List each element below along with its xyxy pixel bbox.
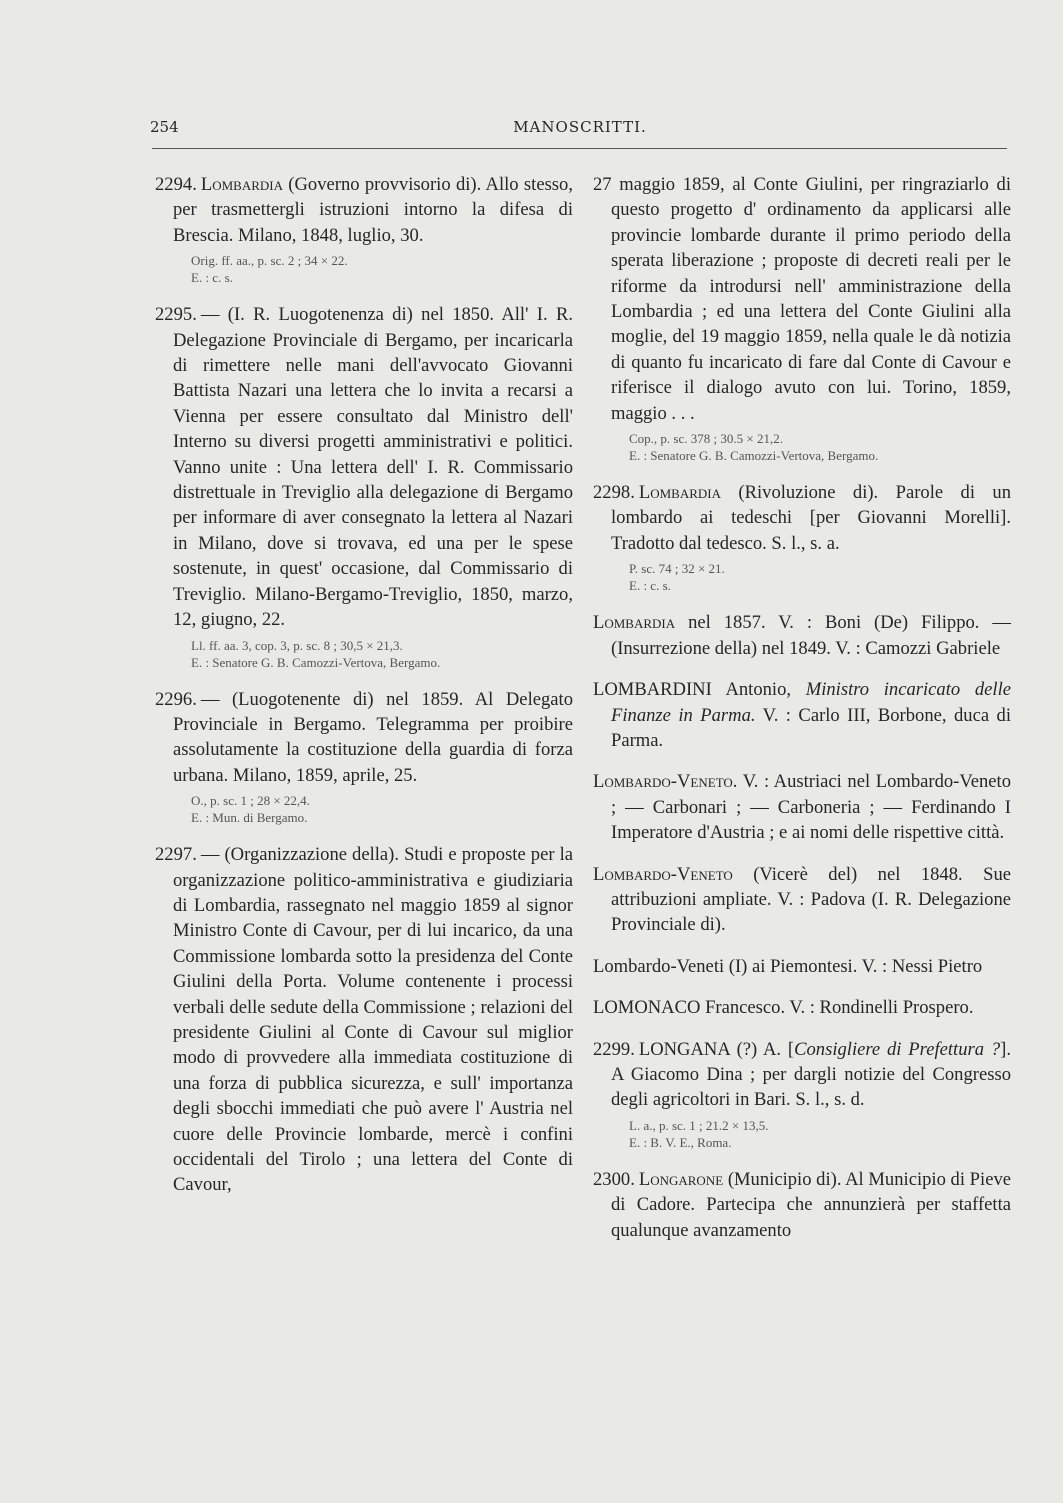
- entry-text: V. : Austriaci nel Lombardo-Veneto ; — Carbonari ; — Carboneria ; — Ferdinando I Imperatore d'Austria ; e ai nomi delle rispettive città.: [611, 771, 1011, 844]
- running-title: MANOSCRITTI.: [513, 118, 647, 136]
- entry-note: Cop., p. sc. 378 ; 30.5 × 21,2.: [629, 431, 783, 447]
- entry-note: E. : c. s.: [629, 578, 671, 594]
- cross-ref-lombardini: LOMBARDINI Antonio, Ministro incaricato delle Finanze in Parma. V. : Carlo III, Borbone, duca di Parma.: [593, 679, 1011, 751]
- entry-number: 2299.: [593, 1038, 635, 1060]
- entry-text: — (Organizzazione della). Studi e proposte per la organizzazione politico-amministrativa e giudiziaria di Lombardia, rassegnato nel maggio 1859 al signor Ministro Conte di Cavour, per di lui incarico, da una Commissione lombarda sotto la presidenza del Conte Giulini della Porta. Volume contenente i processi verbali delle sedute della Commissione ; relazioni del presidente Giulini al Conte di Cavour sul miglior modo di provvedere alla immediata costituzione di una forza di pubblica sicurezza, e sull' importanza degli sbocchi immediati che può avere l' Austria nel cuore delle Provincie lombarde, mercè i confini occidentali del Tirolo ; una lettera del Conte di Cavour,: [173, 844, 573, 1196]
- entry-text: — (Luogotenente di) nel 1859. Al Delegato Provinciale in Bergamo. Telegramma per proibire assolutamente la costituzione della guardia di forza urbana. Milano, 1859, aprile, 25.: [173, 688, 573, 786]
- entry-heading: LOMBARDINI: [593, 679, 712, 701]
- entry-number: 2294.: [155, 174, 197, 195]
- entry-title-italic: Ministro incaricato delle Finanze in Parma.: [611, 679, 1011, 726]
- entry-number: 2300.: [593, 1168, 635, 1190]
- page-header: [150, 118, 1010, 144]
- right-column: [593, 172, 1011, 1243]
- entry-2299: 2299. LONGANA (?) A. [Consigliere di Prefettura ?]. A Giacomo Dina ; per dargli notizie del Congresso degli agricoltori in Bari. S. l., s. d.: [593, 1038, 1011, 1111]
- entry-note: E. : Senatore G. B. Camozzi-Vertova, Bergamo.: [191, 654, 441, 670]
- entry-number: 2296.: [155, 688, 197, 710]
- cross-ref-lombardia: [593, 610, 1011, 661]
- header-rule: [152, 148, 1007, 149]
- entry-note: E. : B. V. E., Roma.: [629, 1134, 732, 1150]
- cross-ref-lombardo-veneto: [593, 769, 1011, 845]
- entry-2300: [593, 1167, 1011, 1243]
- entry-heading: Lombardo-Veneto.: [593, 771, 738, 793]
- entry-text: 27 maggio 1859, al Conte Giulini, per ringraziarlo di questo progetto d' ordinamento da applicarsi alle provincie lombarde durante il primo periodo della sperata liberazione ; proposte di decreti reali per le riforme da introdursi nell' amministrazione della Lombardia ; ed una lettera del Conte Giulini alla moglie, del 19 maggio 1859, nella quale le dà notizia di quanto fu incaricato di fare dal Conte di Cavour e riferisce il dialogo avuto con lui. Torino, 1859, maggio . . .: [593, 174, 1011, 424]
- entry-2297: [155, 842, 573, 1198]
- left-column: [155, 172, 573, 1198]
- entry-number: 2297.: [155, 844, 197, 866]
- entry-heading: Lombardia: [638, 482, 721, 504]
- entry-note: E. : c. s.: [191, 270, 233, 286]
- entry-note: E. : Senatore G. B. Camozzi-Vertova, Bergamo.: [629, 448, 879, 464]
- cross-ref-lombardo-veneti: [593, 954, 1011, 979]
- entry-text: (Vicerè del) nel 1848. Sue attribuzioni ampliate. V. : Padova (I. R. Delegazione Provinciale di).: [611, 863, 1011, 936]
- entry-text: Lombardo-Veneti (I) ai Piemontesi. V. : Nessi Pietro: [593, 955, 983, 977]
- entry-text: nel 1857. V. : Boni (De) Filippo. — (Insurrezione della) nel 1849. V. : Camozzi Gabriele: [611, 612, 1011, 659]
- entry-note: Ll. ff. aa. 3, cop. 3, p. sc. 8 ; 30,5 × 21,3.: [191, 637, 403, 653]
- entry-2295: [155, 302, 573, 632]
- entry-number: 2295.: [155, 304, 197, 326]
- cross-ref-vicere: [593, 862, 1011, 938]
- entry-note: L. a., p. sc. 1 ; 21.2 × 13,5.: [629, 1117, 769, 1133]
- entry-2297-continued: [593, 172, 1011, 426]
- entry-text: (Governo provvisorio di). Allo stesso, per trasmettergli istruzioni intorno la difesa di Brescia. Milano, 1848, luglio, 30.: [173, 174, 573, 246]
- entry-note: E. : Mun. di Bergamo.: [191, 810, 308, 826]
- entry-2294: [155, 172, 573, 248]
- entry-title-italic: Consigliere di Prefettura ?: [794, 1038, 1001, 1060]
- entry-text: — (I. R. Luogotenenza di) nel 1850. All' I. R. Delegazione Provinciale di Bergamo, per incaricarla di rimettere nelle mani dell'avvocato Giovanni Battista Nazari una lettera che lo invita a recarsi a Vienna per essere consultato dal Ministro dell' Interno su diversi progetti amministrativi e politici. Vanno unite : Una lettera dell' I. R. Commissario distrettuale in Treviglio alla delegazione di Bergamo per informare di aver consegnato la lettera al Nazari in Milano, dove si trovava, ed una per le spese sostenute, in quest' occasione, dal Commissario di Treviglio. Milano-Bergamo-Treviglio, 1850, marzo, 12, giugno, 22.: [173, 304, 573, 631]
- entry-text: (Rivoluzione di). Parole di un lombardo ai tedeschi [per Giovanni Morelli]. Tradotto dal tedesco. S. l., s. a.: [611, 482, 1011, 554]
- entry-number: 2298.: [593, 482, 635, 504]
- entry-text: Francesco. V. : Rondinelli Prospero.: [700, 997, 974, 1019]
- entry-note: O., p. sc. 1 ; 28 × 22,4.: [191, 793, 310, 809]
- entry-heading: LONGANA: [638, 1038, 730, 1060]
- entry-heading: Lombardo-Veneto: [593, 863, 733, 885]
- entry-2298: [593, 480, 1011, 556]
- entry-heading: LOMONACO: [593, 997, 701, 1019]
- entry-note: Orig. ff. aa., p. sc. 2 ; 34 × 22.: [191, 253, 348, 269]
- entry-note: P. sc. 74 ; 32 × 21.: [629, 561, 725, 577]
- cross-ref-lomonaco: [593, 995, 1011, 1020]
- entry-2296: [155, 687, 573, 789]
- entry-text: (Municipio di). Al Municipio di Pieve di Cadore. Partecipa che annunzierà per staffetta qualunque avanzamento: [611, 1168, 1011, 1241]
- entry-heading: Lombardia: [200, 174, 283, 195]
- entry-heading: Lombardia: [593, 612, 676, 634]
- entry-heading: Longarone: [638, 1168, 724, 1190]
- page-number: 254: [150, 118, 179, 136]
